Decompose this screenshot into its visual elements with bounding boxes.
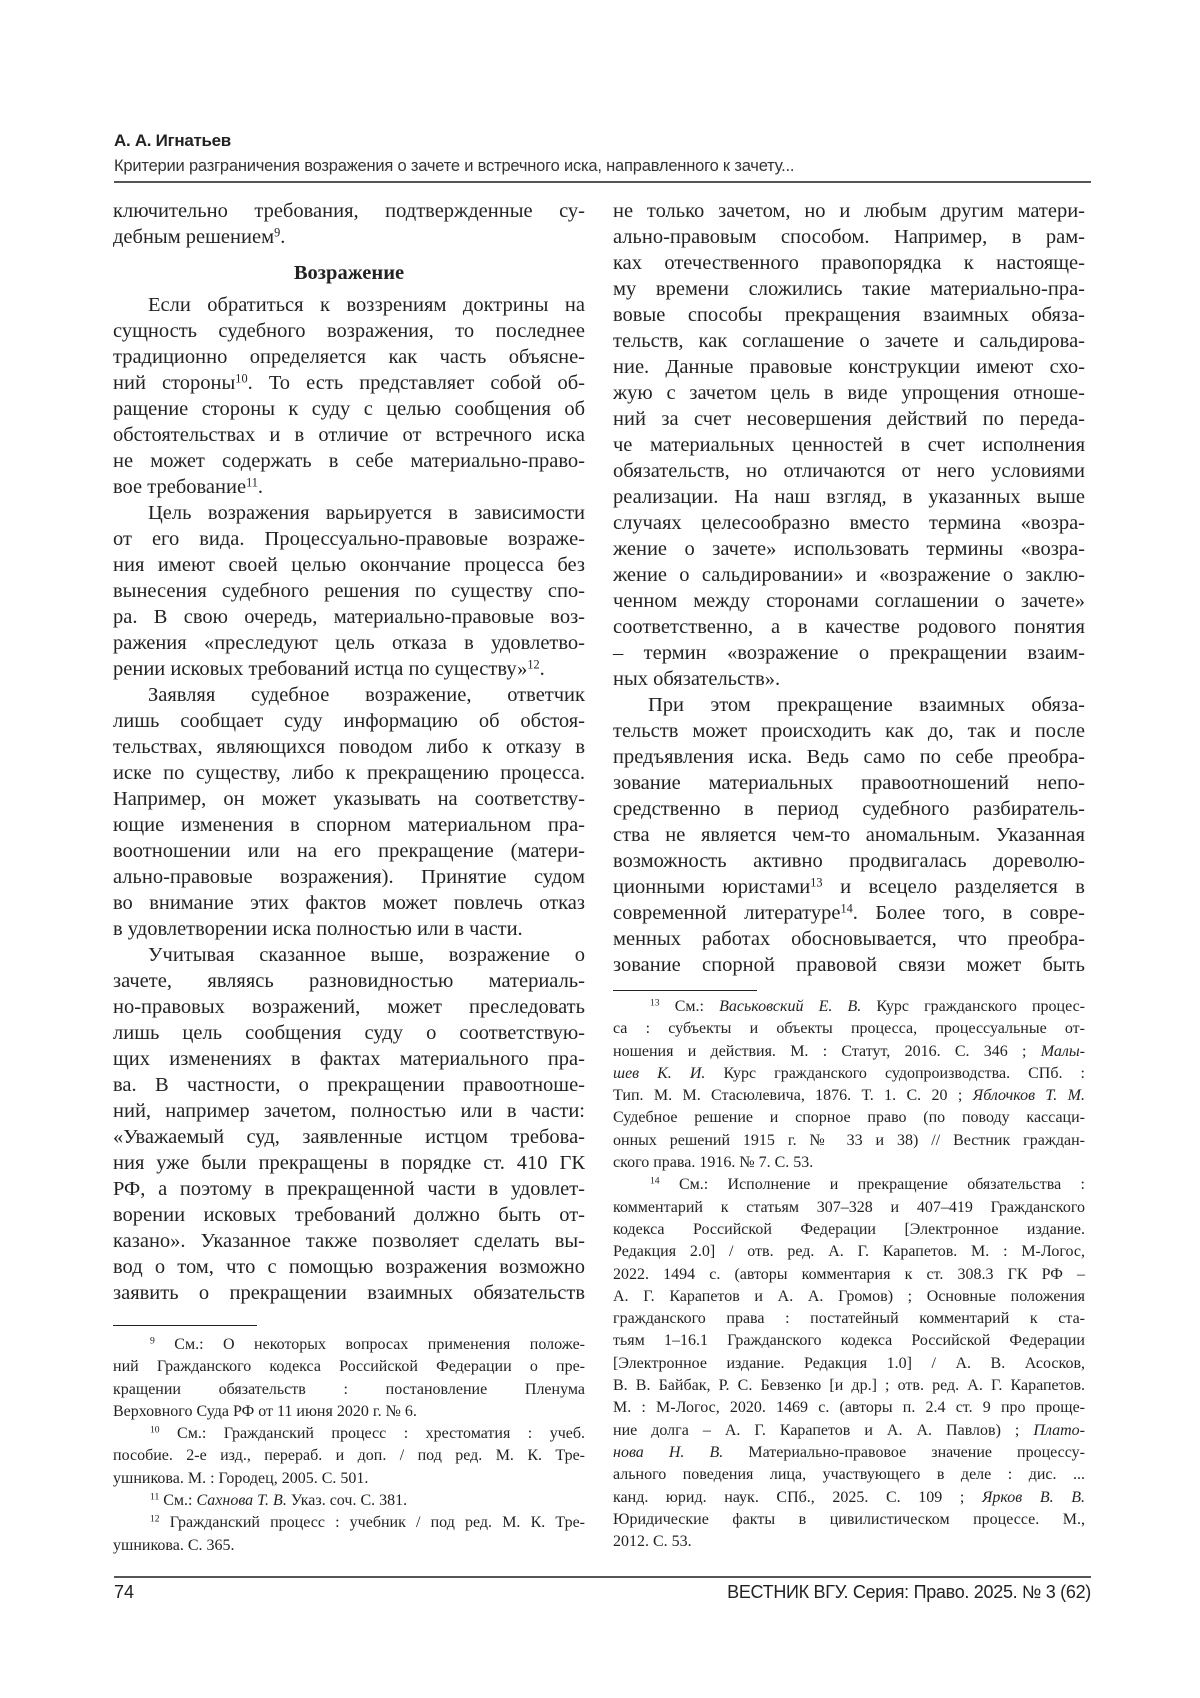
header-divider — [114, 181, 1091, 183]
text-segment: . — [258, 476, 263, 498]
footnote-line — [613, 1442, 1085, 1464]
text-line: традиционно определяется как часть объясне- — [113, 344, 585, 370]
text-segment: См.: — [159, 1492, 196, 1509]
text-line: возможность активно продвигалась дореволю- — [613, 848, 1085, 874]
text-line: тельствах, являющихся поводом либо к отказу в — [113, 734, 585, 760]
footnote-line — [613, 996, 1085, 1018]
text-line: средственно в период судебного разбиратель- — [613, 796, 1085, 822]
text-line: Если обратиться к воззрениям доктрины на — [113, 292, 585, 318]
footnote-reference: 13 — [810, 875, 822, 889]
text-line: обстоятельствах и в отличие от встречного иска — [113, 422, 585, 448]
text-line: щих изменениях в фактах материального пра- — [113, 1046, 585, 1072]
text-line: жую с зачетом цель в виде упрощения отноше- — [613, 380, 1085, 406]
text-line: ках отечественного правопорядка к настояще- — [613, 250, 1085, 276]
footnote-line — [113, 1490, 585, 1512]
text-line: ченном между сторонами соглашении о зачете» — [613, 588, 1085, 614]
author-name-italic: Яблочков Т. М. — [973, 1087, 1085, 1104]
text-line: ра. В свою очередь, материально-правовые воз- — [113, 604, 585, 630]
footnote-line: ушникова. М. : Городец, 2005. С. 501. — [113, 1468, 585, 1490]
text-line: «Уважаемый суд, заявленные истцом требова- — [113, 1124, 585, 1150]
text-line: не только зачетом, но и любым другим матери- — [613, 198, 1085, 224]
footnote-reference: 11 — [246, 475, 258, 489]
text-line: ва. В частности, о прекращении правоотноше- — [113, 1072, 585, 1098]
text-segment: рении исковых требований истца по существу» — [113, 658, 527, 680]
text-line: но-правовых возражений, может преследовать — [113, 994, 585, 1020]
text-segment: Курс гражданского процес- — [861, 998, 1085, 1015]
text-line: соответственно, а в качестве родового понятия — [613, 614, 1085, 640]
footnote-line — [113, 1334, 585, 1356]
footnote-reference: 9 — [274, 225, 280, 239]
footnote-line: А. Г. Карапетов и А. А. Громов) ; Основные положения — [613, 1286, 1085, 1308]
text-line: ально-правовые возражения). Принятие судом — [113, 864, 585, 890]
footnote-line — [113, 1512, 585, 1534]
text-segment: См.: О некоторых вопросах применения положе- — [155, 1336, 585, 1353]
text-line: ключительно требования, подтвержденные су- — [113, 198, 585, 224]
text-line: реализации. На наш взгляд, в указанных выше — [613, 484, 1085, 510]
text-line: При этом прекращение взаимных обяза- — [613, 692, 1085, 718]
footnotes-right — [613, 996, 1085, 1553]
text-line: Цель возражения варьируется в зависимости — [113, 500, 585, 526]
footnote-line: ний Гражданского кодекса Российской Федерации о пре- — [113, 1356, 585, 1378]
text-line: жение о сальдировании» и «возражение о заклю- — [613, 562, 1085, 588]
text-line: ний, например зачетом, полностью или в части: — [113, 1098, 585, 1124]
text-segment: Материально-правовое значение процессу- — [723, 1444, 1085, 1461]
text-line: воотношении или на его прекращение (матери- — [113, 838, 585, 864]
text-segment: дебным решением — [113, 226, 274, 248]
footnote-line: Верховного Суда РФ от 11 июня 2020 г. № 6. — [113, 1401, 585, 1423]
text-line: ния имеют своей целью окончание процесса без — [113, 552, 585, 578]
text-segment: ние долга – А. Г. Карапетов и А. А. Павлов) ; — [613, 1422, 1033, 1439]
footnote-line: [Электронное издание. Редакция 1.0] / А. В. Асосков, — [613, 1353, 1085, 1375]
text-segment: Гражданский процесс : учебник / под ред. М. К. Тре- — [160, 1514, 585, 1531]
text-line: тельств может происходить как до, так и после — [613, 718, 1085, 744]
text-line — [613, 874, 1085, 900]
text-segment: ний стороны — [113, 372, 235, 394]
text-line: от его вида. Процессуально-правовые возраже- — [113, 526, 585, 552]
author-name-italic: Васьковский Е. В. — [719, 998, 861, 1015]
text-line: ний за счет несовершения действий по переда- — [613, 406, 1085, 432]
author-name-italic: шев К. И. — [613, 1065, 705, 1082]
text-line: Заявляя судебное возражение, ответчик — [113, 682, 585, 708]
text-segment: и всецело разделяется в — [823, 876, 1085, 898]
text-line: му времени сложились такие материально-пра- — [613, 276, 1085, 302]
text-line — [613, 900, 1085, 926]
footnote-line — [613, 1487, 1085, 1509]
footnote-separator-left — [113, 1325, 257, 1326]
author-name-italic: Малы- — [1041, 1043, 1085, 1060]
footnote-reference: 9 — [150, 1336, 155, 1347]
text-line: – термин «возражение о прекращении взаим- — [613, 640, 1085, 666]
text-line: ворении исковых требований должно быть от- — [113, 1202, 585, 1228]
text-segment: . — [280, 226, 285, 248]
text-line — [113, 656, 585, 682]
footnote-line: ального поведения лица, участвующего в деле : дис. ... — [613, 1464, 1085, 1486]
left-text-column — [113, 198, 585, 1306]
author-name-italic: Плато- — [1033, 1422, 1085, 1439]
footnote-line — [613, 1174, 1085, 1196]
text-line — [113, 370, 585, 396]
footnote-reference: 11 — [150, 1492, 159, 1503]
footnote-line: гражданского права : постатейный комментарий к ста- — [613, 1308, 1085, 1330]
text-segment: . Более того, в совре- — [853, 902, 1085, 924]
footnote-line — [613, 1063, 1085, 1085]
text-segment: современной литературе — [613, 902, 840, 924]
text-line: заявить о прекращении взаимных обязательств — [113, 1280, 585, 1306]
text-line: Учитывая сказанное выше, возражение о — [113, 942, 585, 968]
text-segment: . То есть представляет собой об- — [248, 372, 585, 394]
footnote-line: кращении обязательств : постановление Пленума — [113, 1379, 585, 1401]
footnote-line: Судебное решение и спорное право (по поводу кассаци- — [613, 1107, 1085, 1129]
footnotes-left — [113, 1334, 585, 1557]
text-line — [113, 224, 585, 250]
footnote-line: кодекса Российской Федерации [Электронное издание. — [613, 1219, 1085, 1241]
text-line: в удовлетворении иска полностью или в части. — [113, 916, 585, 942]
footnote-line: онных решений 1915 г. № 33 и 38) // Вестник граждан- — [613, 1130, 1085, 1152]
text-segment: Курс гражданского судопроизводства. СПб. : — [705, 1065, 1085, 1082]
text-line: зование материальных правоотношений непо- — [613, 770, 1085, 796]
text-line: ально-правовым способом. Например, в рам- — [613, 224, 1085, 250]
author-name-italic: Ярков В. В. — [982, 1489, 1085, 1506]
text-segment: Указ. соч. С. 381. — [287, 1492, 407, 1509]
author-name-italic: Сахнова Т. В. — [197, 1492, 287, 1509]
text-line: ние. Данные правовые конструкции имеют схо- — [613, 354, 1085, 380]
text-line: вовые способы прекращения взаимных обяза- — [613, 302, 1085, 328]
footnote-line: ушникова. С. 365. — [113, 1535, 585, 1557]
running-header-author: А. А. Игнатьев — [114, 131, 231, 151]
text-line: менных работах обосновывается, что преобра- — [613, 926, 1085, 952]
footnote-line: Юридические факты в цивилистическом процессе. М., — [613, 1509, 1085, 1531]
footnote-line — [613, 1085, 1085, 1107]
footnote-line: комментарий к статьям 307–328 и 407–419 Гражданского — [613, 1197, 1085, 1219]
text-line: иске по существу, либо к прекращению процесса. — [113, 760, 585, 786]
text-line: РФ, а поэтому в прекращенной части в удовлет- — [113, 1176, 585, 1202]
footnote-line — [113, 1423, 585, 1445]
text-line: че материальных ценностей в счет исполнения — [613, 432, 1085, 458]
text-line — [113, 474, 585, 500]
text-line: ющие изменения в спорном материальном пра- — [113, 812, 585, 838]
right-text-column — [613, 198, 1085, 978]
text-line: лишь сообщает суду информацию об обстоя- — [113, 708, 585, 734]
text-line: ращение стороны к суду с целью сообщения об — [113, 396, 585, 422]
footnote-line: 2012. С. 53. — [613, 1531, 1085, 1553]
footnote-line: 2022. 1494 с. (авторы комментария к ст. 308.3 ГК РФ – — [613, 1264, 1085, 1286]
text-line: ния уже были прекращены в порядке ст. 410 ГК — [113, 1150, 585, 1176]
text-segment: вое требование — [113, 476, 246, 498]
section-heading: Возражение — [113, 260, 585, 286]
footnote-line: В. В. Байбак, Р. С. Бевзенко [и др.] ; отв. ред. А. Г. Карапетов. — [613, 1375, 1085, 1397]
text-line: Например, он может указывать на соответству- — [113, 786, 585, 812]
footnote-separator-right — [613, 990, 757, 991]
text-line: тельств, как соглашение о зачете и сальдирова- — [613, 328, 1085, 354]
text-line: зование спорной правовой связи может быть — [613, 952, 1085, 978]
text-line: не может содержать в себе материально-право- — [113, 448, 585, 474]
text-line: ства не является чем-то аномальным. Указанная — [613, 822, 1085, 848]
text-segment: Тип. М. М. Стасюлевича, 1876. Т. 1. С. 20 ; — [613, 1087, 973, 1104]
author-name-italic: нова Н. В. — [613, 1444, 723, 1461]
footnote-reference: 12 — [527, 657, 539, 671]
footnote-line: тьям 1–16.1 Гражданского кодекса Российской Федерации — [613, 1330, 1085, 1352]
text-line: ных обязательств». — [613, 666, 1085, 692]
page-number: 74 — [114, 1582, 134, 1603]
text-line: вод о том, что с помощью возражения возможно — [113, 1254, 585, 1280]
text-line: случаях целесообразно вместо термина «возра- — [613, 510, 1085, 536]
text-line: во внимание этих фактов может повлечь отказ — [113, 890, 585, 916]
footnote-line: Редакция 2.0] / отв. ред. А. Г. Карапетов. М. : М-Логос, — [613, 1241, 1085, 1263]
footnote-reference: 14 — [650, 1176, 660, 1187]
running-header-title: Критерии разграничения возражения о зачете и встречного иска, направленного к зачету... — [114, 157, 794, 176]
footnote-reference: 14 — [840, 901, 852, 915]
journal-citation: ВЕСТНИК ВГУ. Серия: Право. 2025. № 3 (62) — [727, 1582, 1091, 1603]
footnote-line — [613, 1420, 1085, 1442]
text-segment: См.: Гражданский процесс : хрестоматия : учеб. — [160, 1425, 585, 1442]
text-segment: . — [540, 658, 545, 680]
text-line: обязательств, но отличаются от него условиями — [613, 458, 1085, 484]
footnote-line: са : субъекты и объекты процесса, процессуальные от- — [613, 1018, 1085, 1040]
text-line: лишь цель сообщения суду о соответствую- — [113, 1020, 585, 1046]
footnote-line — [613, 1041, 1085, 1063]
text-line: сущность судебного возражения, то последнее — [113, 318, 585, 344]
text-line: жение о зачете» использовать термины «возра- — [613, 536, 1085, 562]
text-line: предъявления иска. Ведь само по себе преобра- — [613, 744, 1085, 770]
text-line: ражения «преследуют цель отказа в удовлетво- — [113, 630, 585, 656]
text-segment: См.: Исполнение и прекращение обязательства : — [660, 1176, 1085, 1193]
text-segment: См.: — [660, 998, 720, 1015]
footnote-reference: 10 — [235, 371, 247, 385]
footnote-line: М. : М-Логос, 2020. 1469 с. (авторы п. 2.4 ст. 9 про проще- — [613, 1397, 1085, 1419]
footnote-line: ского права. 1916. № 7. С. 53. — [613, 1152, 1085, 1174]
footnote-reference: 12 — [150, 1514, 160, 1525]
footnote-reference: 13 — [650, 998, 660, 1009]
text-line: казано». Указанное также позволяет сделать вы- — [113, 1228, 585, 1254]
footnote-reference: 10 — [150, 1425, 160, 1436]
text-segment: ношения и действия. М. : Статут, 2016. С. 346 ; — [613, 1043, 1041, 1060]
text-line: вынесения судебного решения по существу спо- — [113, 578, 585, 604]
text-line: зачете, являясь разновидностью материаль- — [113, 968, 585, 994]
footnote-line: пособие. 2-е изд., перераб. и доп. / под ред. М. К. Тре- — [113, 1445, 585, 1467]
text-segment: канд. юрид. наук. СПб., 2025. С. 109 ; — [613, 1489, 982, 1506]
text-segment: ционными юристами — [613, 876, 810, 898]
footer-divider — [114, 1576, 1091, 1578]
